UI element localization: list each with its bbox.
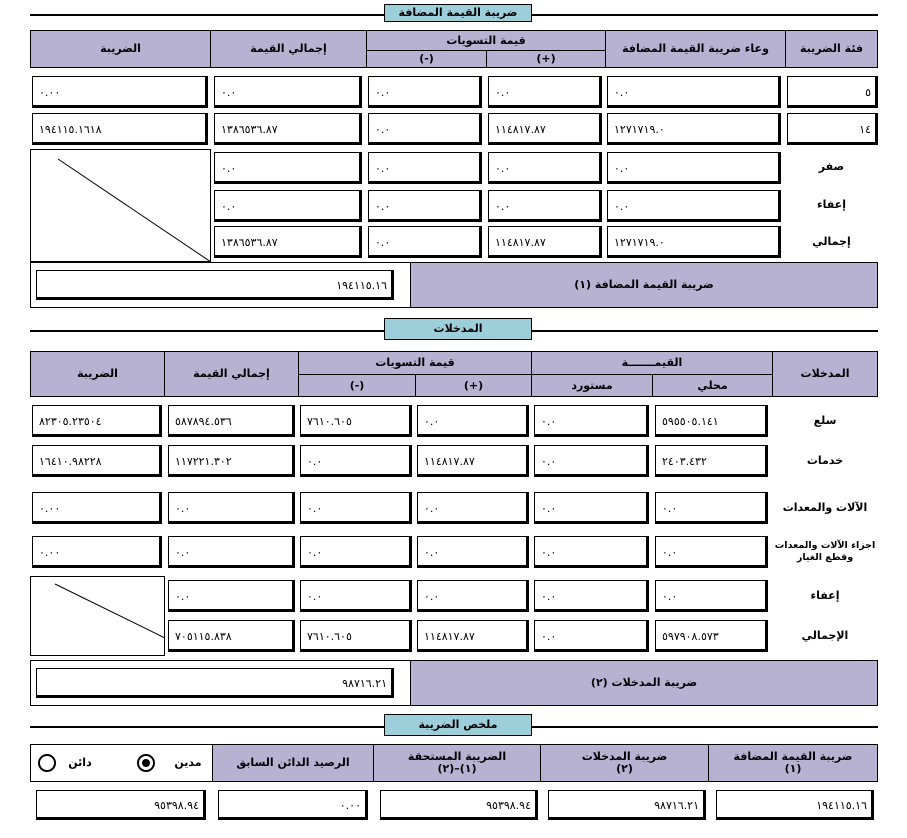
- inputs-plus-field[interactable]: ٠.٠: [417, 492, 529, 524]
- summary-header-due: [373, 744, 541, 782]
- inputs-minus-field[interactable]: ٠.٠: [300, 492, 412, 524]
- vat-total-field: ١٣٨٦٥٣٦.٨٧: [214, 226, 362, 258]
- vat-empty-tax-area: [30, 149, 211, 262]
- summary-vat-num: (١): [784, 762, 802, 775]
- inputs-row-label: خدمات: [806, 454, 844, 467]
- vat-plus-field[interactable]: ٠.٠: [488, 76, 602, 108]
- inputs-summary-label: ضريبة المدخلات (٢): [410, 660, 878, 706]
- diagonal-line: [30, 576, 165, 656]
- vat-row-label: صفر: [818, 160, 845, 173]
- inputs-plus-field[interactable]: ٠.٠: [417, 405, 529, 437]
- vat-header-adjustments: قيمة التسويات: [366, 30, 606, 51]
- inputs-section-title: المدخلات: [384, 318, 532, 340]
- inputs-header-total-value: إجمالي القيمة: [164, 351, 299, 397]
- vat-base-field[interactable]: ٠.٠: [607, 76, 781, 108]
- inputs-row-label: الآلات والمعدات: [782, 501, 868, 514]
- summary-balance-value: ٩٥٣٩٨.٩٤: [36, 790, 206, 820]
- inputs-tax-field: ٨٢٣٠٥.٢٣٥٠٤: [32, 405, 162, 437]
- vat-plus-field[interactable]: ٠.٠: [488, 152, 602, 184]
- inputs-header-value: القيمـــــــة: [531, 351, 773, 375]
- inputs-local-field: ٥٩٧٩٠٨.٥٧٣: [655, 620, 768, 652]
- vat-header-category: فئة الضريبة: [785, 30, 878, 68]
- inputs-imported-field[interactable]: ٠.٠: [534, 445, 649, 477]
- summary-inputs-num: (٢): [616, 762, 633, 775]
- vat-total-field: ٠.٠: [214, 190, 362, 222]
- vat-header-total-value: إجمالي القيمة: [210, 30, 367, 68]
- inputs-header-minus: (-): [298, 374, 416, 397]
- inputs-total-field: ١١٧٢٢١.٣٠٢: [168, 445, 295, 477]
- vat-tax-field: ١٩٤١١٥.١٦١٨: [32, 113, 208, 145]
- vat-plus-field[interactable]: ٠.٠: [488, 190, 602, 222]
- vat-row-label: إعفاء: [817, 198, 846, 211]
- vat-minus-field[interactable]: ٠.٠: [368, 76, 482, 108]
- vat-tax-field: ٠.٠٠: [32, 76, 208, 108]
- inputs-local-field[interactable]: ٥٩٥٥٠٥.١٤١: [655, 405, 768, 437]
- inputs-empty-tax-area: [30, 576, 165, 656]
- vat-summary-value: ١٩٤١١٥.١٦: [36, 270, 394, 300]
- inputs-imported-field[interactable]: ٠.٠: [534, 405, 649, 437]
- debit-radio[interactable]: [137, 754, 155, 772]
- summary-vat-label: ضريبة القيمة المضافة: [733, 750, 853, 763]
- inputs-imported-field: ٠.٠: [534, 620, 649, 652]
- vat-base-field[interactable]: ١٢٧١٧١٩.٠: [607, 113, 781, 145]
- inputs-imported-field[interactable]: ٠.٠: [534, 492, 649, 524]
- inputs-total-field: ٠.٠: [168, 492, 295, 524]
- summary-inputs-label: ضريبة المدخلات: [581, 750, 668, 763]
- inputs-minus-field[interactable]: ٠.٠: [300, 580, 412, 612]
- summary-due-num: (٢)–(١): [437, 762, 477, 775]
- summary-inputs-value: ٩٨٧١٦.٢١: [548, 790, 706, 820]
- inputs-tax-field: ٠.٠٠: [32, 492, 162, 524]
- inputs-plus-field[interactable]: ٠.٠: [417, 580, 529, 612]
- inputs-total-field: ٧٠٥١١٥.٨٣٨: [168, 620, 295, 652]
- vat-row-label: إجمالي: [812, 235, 851, 248]
- inputs-header-imported: مستورد: [531, 374, 653, 397]
- inputs-total-field: ٠.٠: [168, 536, 295, 568]
- vat-header-plus: (+): [486, 50, 606, 68]
- inputs-row-label: الإجمالي: [801, 629, 849, 642]
- summary-header-vat: [708, 744, 878, 782]
- inputs-minus-field: ٧٦١٠.٦٠٥: [300, 620, 412, 652]
- inputs-local-field[interactable]: ٠.٠: [655, 580, 768, 612]
- inputs-tax-field: ٠.٠٠: [32, 536, 162, 568]
- inputs-tax-field: ١٦٤١٠.٩٨٢٢٨: [32, 445, 162, 477]
- inputs-plus-field[interactable]: ١١٤٨١٧.٨٧: [417, 445, 529, 477]
- vat-header-base: وعاء ضريبة القيمة المضافة: [605, 30, 786, 68]
- inputs-total-field: ٠.٠: [168, 580, 295, 612]
- inputs-minus-field[interactable]: ٠.٠: [300, 536, 412, 568]
- vat-minus-field: ٠.٠: [368, 226, 482, 258]
- inputs-header-adjustments: قيمة التسويات: [298, 351, 532, 375]
- vat-section-title: ضريبة القيمة المضافة: [384, 4, 532, 22]
- summary-due-value: ٩٥٣٩٨.٩٤: [380, 790, 538, 820]
- summary-header-prev: الرصيد الدائن السابق: [212, 744, 374, 782]
- summary-header-inputs: [540, 744, 709, 782]
- inputs-header-inputs: المدخلات: [772, 351, 878, 397]
- inputs-local-field[interactable]: ٠.٠: [655, 492, 768, 524]
- inputs-local-field[interactable]: ٢٤٠٣.٤٣٢: [655, 445, 768, 477]
- vat-base-field[interactable]: ٠.٠: [607, 190, 781, 222]
- diagonal-line: [30, 149, 211, 262]
- inputs-minus-field[interactable]: ٠.٠: [300, 445, 412, 477]
- inputs-total-field: ٥٨٧٨٩٤.٥٣٦: [168, 405, 295, 437]
- inputs-header-tax: الضريبة: [30, 351, 165, 397]
- summary-due-label: الضريبة المستحقة: [407, 750, 507, 763]
- radio-selected-dot: [142, 759, 150, 767]
- vat-plus-field[interactable]: ١١٤٨١٧.٨٧: [488, 113, 602, 145]
- vat-minus-field[interactable]: ٠.٠: [368, 152, 482, 184]
- credit-radio[interactable]: [38, 754, 56, 772]
- inputs-minus-field[interactable]: ٧٦١٠.٦٠٥: [300, 405, 412, 437]
- summary-prev-value[interactable]: ٠.٠٠: [218, 790, 368, 820]
- inputs-plus-field: ١١٤٨١٧.٨٧: [417, 620, 529, 652]
- inputs-row-label: اجزاء الآلات والمعدات وقطع الغيار: [774, 540, 876, 563]
- vat-row-label: ٥: [787, 76, 878, 108]
- vat-minus-field[interactable]: ٠.٠: [368, 113, 482, 145]
- vat-total-field: ٠.٠: [214, 152, 362, 184]
- vat-header-tax: الضريبة: [30, 30, 211, 68]
- vat-header-minus: (-): [366, 50, 487, 68]
- vat-minus-field[interactable]: ٠.٠: [368, 190, 482, 222]
- summary-section-title: ملخص الضريبة: [384, 714, 532, 736]
- inputs-row-label: إعفاء: [810, 589, 840, 602]
- vat-row-label: ١٤: [787, 113, 878, 145]
- vat-base-field: ١٢٧١٧١٩.٠: [607, 226, 781, 258]
- inputs-row-label: سلع: [813, 414, 837, 427]
- inputs-summary-value: ٩٨٧١٦.٢١: [36, 668, 394, 698]
- vat-base-field[interactable]: ٠.٠: [607, 152, 781, 184]
- inputs-header-plus: (+): [415, 374, 532, 397]
- vat-total-field: ١٣٨٦٥٣٦.٨٧: [214, 113, 362, 145]
- inputs-local-field[interactable]: ٠.٠: [655, 536, 768, 568]
- vat-summary-label: ضريبة القيمة المضافة (١): [410, 262, 878, 308]
- inputs-imported-field[interactable]: ٠.٠: [534, 580, 649, 612]
- credit-label: دائن: [68, 756, 92, 769]
- vat-plus-field: ١١٤٨١٧.٨٧: [488, 226, 602, 258]
- summary-vat-value: ١٩٤١١٥.١٦: [716, 790, 874, 820]
- inputs-plus-field[interactable]: ٠.٠: [417, 536, 529, 568]
- inputs-header-local: محلي: [652, 374, 773, 397]
- vat-total-field: ٠.٠: [214, 76, 362, 108]
- inputs-imported-field[interactable]: ٠.٠: [534, 536, 649, 568]
- debit-label: مدين: [174, 756, 202, 769]
